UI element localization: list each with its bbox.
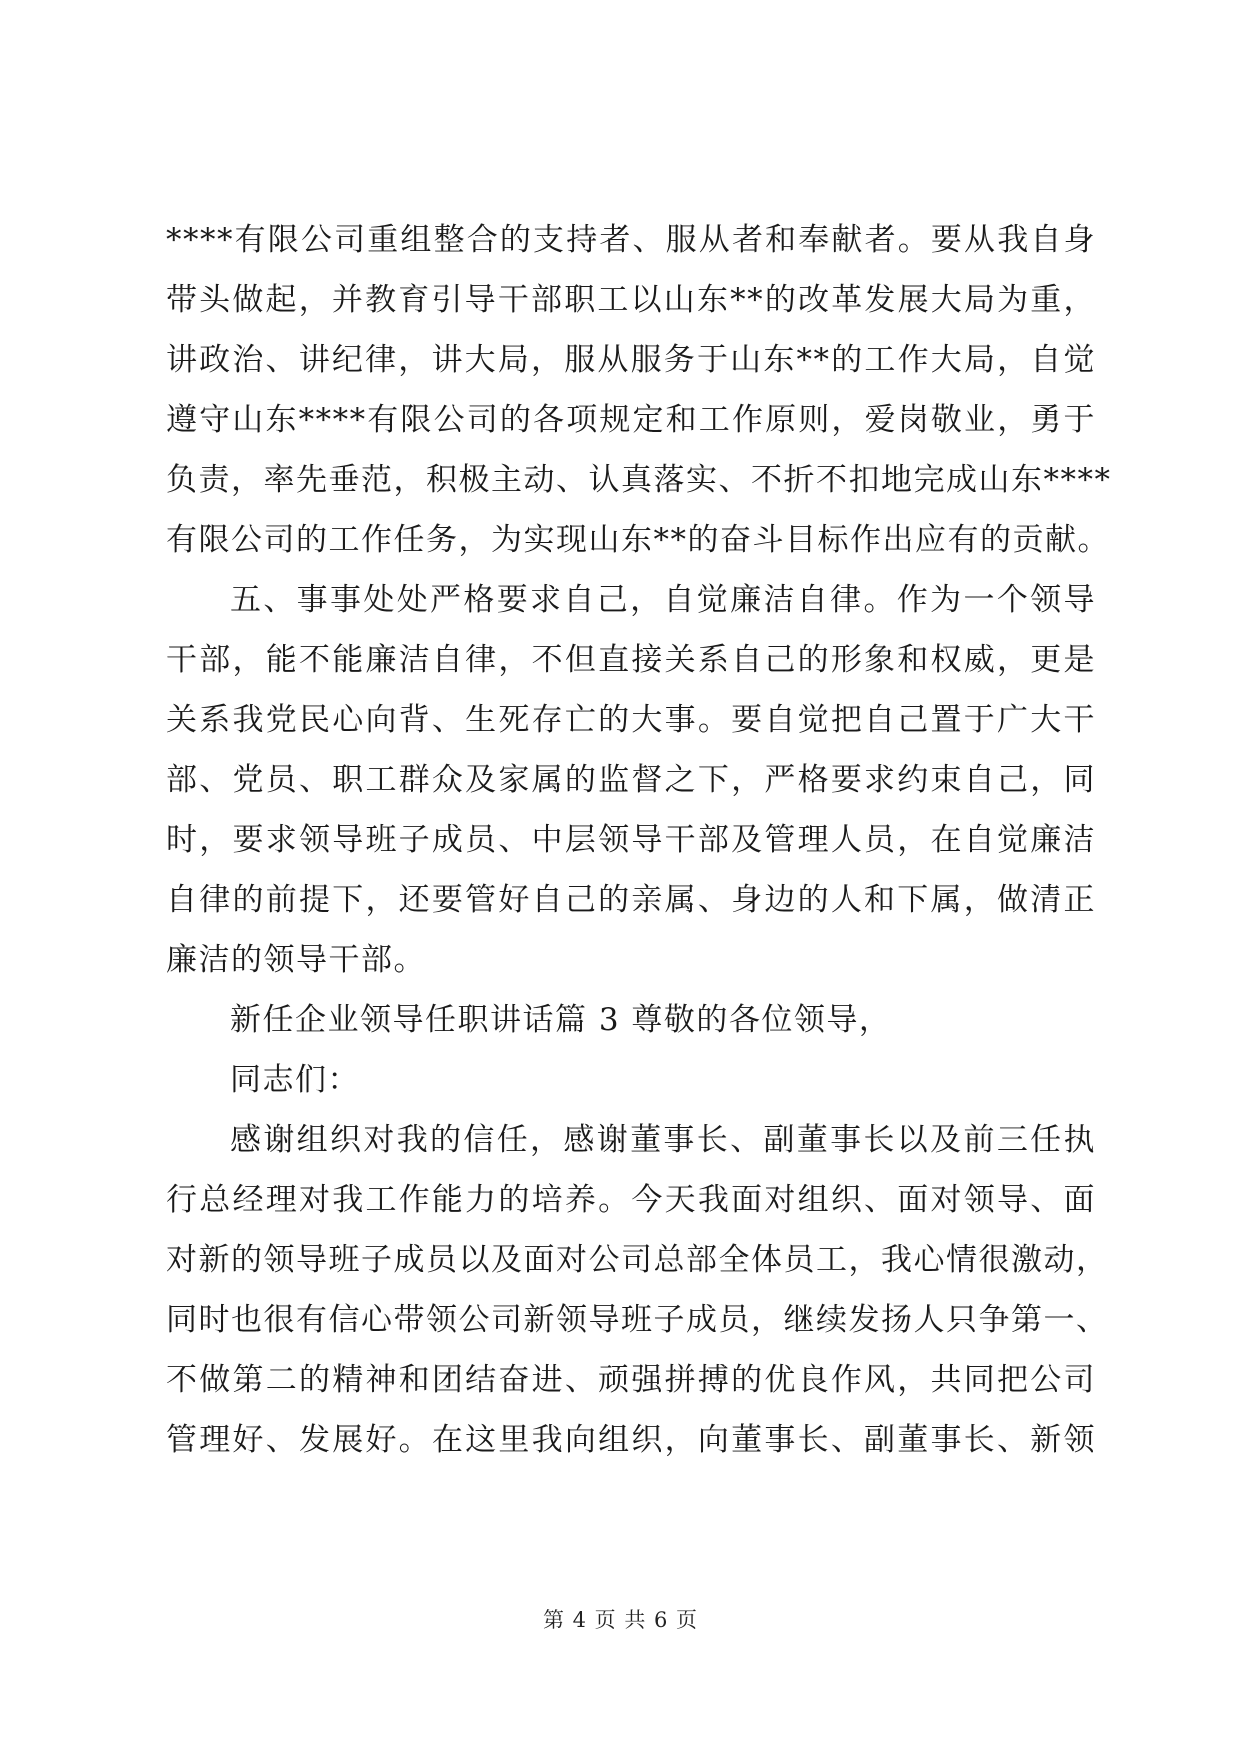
text-line: 同时也很有信心带领公司新领导班子成员，继续发扬人只争第一、 — [166, 1302, 1109, 1338]
text-line: 感谢组织对我的信任，感谢董事长、副董事长以及前三任执 — [230, 1122, 1096, 1158]
text-line: 有限公司的工作任务，为实现山东**的奋斗目标作出应有的贡献。 — [166, 522, 1110, 558]
text-line: 干部，能不能廉洁自律，不但直接关系自己的形象和权威，更是 — [166, 642, 1096, 678]
text-line: 行总经理对我工作能力的培养。今天我面对组织、面对领导、面 — [166, 1182, 1096, 1218]
text-line: 不做第二的精神和团结奋进、顽强拼搏的优良作风，共同把公司 — [166, 1362, 1096, 1398]
text-line: 讲政治、讲纪律，讲大局，服从服务于山东**的工作大局，自觉 — [166, 342, 1096, 378]
text-line: 带头做起，并教育引导干部职工以山东**的改革发展大局为重， — [166, 282, 1096, 318]
text-line: 时，要求领导班子成员、中层领导干部及管理人员，在自觉廉洁 — [166, 822, 1096, 858]
text-line: ****有限公司重组整合的支持者、服从者和奉献者。要从我自身 — [166, 222, 1096, 258]
salutation: 同志们： — [230, 1062, 360, 1098]
text-line: 负责，率先垂范，积极主动、认真落实、不折不扣地完成山东**** — [166, 462, 1112, 498]
section-heading: 新任企业领导任职讲话篇 3 尊敬的各位领导， — [230, 1002, 892, 1038]
text-line: 遵守山东****有限公司的各项规定和工作原则，爱岗敬业，勇于 — [166, 402, 1096, 438]
text-line: 对新的领导班子成员以及面对公司总部全体员工，我心情很激动， — [166, 1242, 1109, 1278]
text-line: 关系我党民心向背、生死存亡的大事。要自觉把自己置于广大干 — [166, 702, 1096, 738]
document-body — [166, 210, 1112, 1470]
text-line: 五、事事处处严格要求自己，自觉廉洁自律。作为一个领导 — [230, 582, 1096, 618]
text-line: 自律的前提下，还要管好自己的亲属、身边的人和下属，做清正 — [166, 882, 1096, 918]
text-line: 部、党员、职工群众及家属的监督之下，严格要求约束自己，同 — [166, 762, 1096, 798]
page-number-footer: 第 4 页 共 6 页 — [542, 1608, 699, 1632]
text-line: 管理好、发展好。在这里我向组织，向董事长、副董事长、新领 — [166, 1422, 1096, 1458]
text-line: 廉洁的领导干部。 — [166, 942, 426, 978]
